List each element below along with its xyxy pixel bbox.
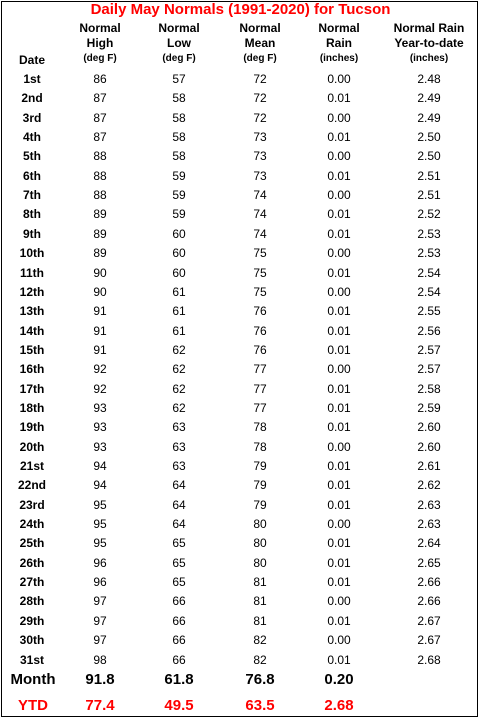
day-label: 7th — [23, 188, 41, 203]
normal-mean: 80 — [253, 536, 267, 551]
day-label: 17th — [19, 381, 45, 396]
normal-mean: 72 — [253, 91, 267, 106]
normal-mean: 74 — [253, 226, 267, 241]
normal-mean: 76 — [253, 304, 267, 319]
table-row — [0, 88, 481, 107]
header-rain: Normal Rain (inches) — [318, 21, 360, 64]
normal-rain: 0.01 — [327, 613, 351, 628]
normal-rain-ytd: 2.54 — [417, 284, 441, 299]
normal-high: 93 — [93, 420, 107, 435]
table-row — [0, 301, 481, 320]
normal-rain: 0.01 — [327, 536, 351, 551]
table-row — [0, 533, 481, 552]
normal-rain-ytd: 2.57 — [417, 362, 441, 377]
normal-rain-ytd: 2.62 — [417, 478, 441, 493]
header-low: Normal Low (deg F) — [158, 21, 200, 64]
table-row — [0, 263, 481, 282]
normal-low: 62 — [172, 381, 186, 396]
normal-high: 92 — [93, 381, 107, 396]
normal-high: 97 — [93, 613, 107, 628]
normal-high: 87 — [93, 110, 107, 125]
normal-high: 95 — [93, 497, 107, 512]
normal-rain: 0.00 — [327, 72, 351, 86]
day-label: 1st — [23, 72, 41, 86]
normal-high: 94 — [93, 459, 107, 473]
normal-high: 95 — [93, 536, 107, 551]
normal-mean: 76 — [253, 342, 267, 357]
table-row — [0, 553, 481, 572]
day-label: 5th — [23, 149, 41, 164]
header-mean: Normal Mean (deg F) — [239, 21, 281, 64]
normal-rain-ytd: 2.59 — [417, 400, 441, 415]
normal-low: 60 — [172, 265, 186, 280]
normal-high: 96 — [93, 555, 107, 570]
normal-high: 88 — [93, 149, 107, 164]
normal-low: 62 — [172, 400, 186, 415]
day-label: 18th — [19, 400, 45, 415]
normal-low: 65 — [172, 536, 186, 551]
ytd-high: 77.4 — [85, 697, 115, 714]
header-high: Normal High (deg F) — [79, 21, 121, 64]
day-label: 25th — [19, 536, 45, 551]
day-label: 4th — [23, 130, 41, 145]
day-label: 9th — [23, 226, 41, 241]
normal-rain-ytd: 2.60 — [417, 439, 441, 454]
table-row — [0, 379, 481, 398]
day-label: 29th — [19, 613, 45, 628]
normal-low: 64 — [172, 478, 186, 493]
month-high: 91.8 — [85, 671, 115, 688]
normal-low: 66 — [172, 594, 186, 609]
table-row — [0, 69, 481, 88]
normal-low: 58 — [172, 110, 186, 125]
normal-mean: 74 — [253, 188, 267, 203]
normal-low: 58 — [172, 149, 186, 164]
normal-rain: 0.01 — [327, 91, 351, 106]
ytd-mean: 63.5 — [245, 697, 275, 714]
table-row — [0, 650, 481, 669]
normal-mean: 80 — [253, 555, 267, 570]
ytd-summary-row — [0, 697, 481, 719]
normal-mean: 79 — [253, 459, 267, 473]
normal-low: 58 — [172, 130, 186, 145]
normal-high: 92 — [93, 362, 107, 377]
day-label: 12th — [19, 284, 45, 299]
normal-mean: 78 — [253, 420, 267, 435]
table-row — [0, 243, 481, 262]
table-row — [0, 456, 481, 475]
month-rain: 0.20 — [324, 671, 354, 688]
normal-low: 66 — [172, 633, 186, 648]
table-row — [0, 282, 481, 301]
table-row — [0, 398, 481, 417]
normal-rain-ytd: 2.53 — [417, 246, 441, 261]
normal-rain: 0.01 — [327, 226, 351, 241]
normal-mean: 75 — [253, 246, 267, 261]
normal-rain-ytd: 2.51 — [417, 168, 441, 183]
normal-rain-ytd: 2.49 — [417, 91, 441, 106]
normal-rain-ytd: 2.66 — [417, 594, 441, 609]
table-row — [0, 495, 481, 514]
day-label: 13th — [19, 304, 45, 319]
normal-low: 59 — [172, 168, 186, 183]
normal-rain-ytd: 2.63 — [417, 497, 441, 512]
day-label: 26th — [19, 555, 45, 570]
normal-low: 57 — [172, 72, 186, 86]
day-label: 14th — [19, 323, 45, 338]
day-label: 8th — [23, 207, 41, 222]
normal-high: 87 — [93, 130, 107, 145]
day-label: 6th — [23, 168, 41, 183]
normal-mean: 72 — [253, 110, 267, 125]
normal-mean: 73 — [253, 149, 267, 164]
day-label: 21st — [19, 459, 45, 473]
normal-low: 61 — [172, 323, 186, 338]
table-row — [0, 359, 481, 378]
day-label: 30th — [19, 633, 45, 648]
normal-high: 91 — [93, 323, 107, 338]
normal-rain: 0.01 — [327, 265, 351, 280]
normal-rain: 0.01 — [327, 342, 351, 357]
normal-low: 66 — [172, 613, 186, 628]
day-label: 10th — [19, 246, 45, 261]
normal-mean: 72 — [253, 72, 267, 86]
normal-high: 93 — [93, 400, 107, 415]
table-row — [0, 611, 481, 630]
normal-high: 98 — [93, 652, 107, 667]
normal-low: 64 — [172, 517, 186, 532]
normal-rain: 0.01 — [327, 130, 351, 145]
normal-rain: 0.00 — [327, 284, 351, 299]
normal-low: 62 — [172, 342, 186, 357]
table-row — [0, 514, 481, 533]
normal-low: 65 — [172, 555, 186, 570]
table-row — [0, 630, 481, 649]
normal-mean: 77 — [253, 381, 267, 396]
normal-mean: 75 — [253, 265, 267, 280]
normal-low: 66 — [172, 652, 186, 667]
normal-rain: 0.01 — [327, 478, 351, 493]
normal-high: 90 — [93, 284, 107, 299]
normal-low: 63 — [172, 459, 186, 473]
normal-mean: 79 — [253, 478, 267, 493]
normal-mean: 77 — [253, 400, 267, 415]
normal-rain: 0.01 — [327, 459, 351, 473]
table-row — [0, 572, 481, 591]
normal-mean: 80 — [253, 517, 267, 532]
table-row — [0, 146, 481, 165]
normal-mean: 78 — [253, 439, 267, 454]
normal-rain: 0.01 — [327, 420, 351, 435]
normal-high: 89 — [93, 207, 107, 222]
normal-mean: 77 — [253, 362, 267, 377]
normal-low: 58 — [172, 91, 186, 106]
normal-high: 88 — [93, 188, 107, 203]
normal-rain-ytd: 2.67 — [417, 633, 441, 648]
normal-rain: 0.00 — [327, 517, 351, 532]
normal-rain: 0.01 — [327, 304, 351, 319]
normal-rain: 0.00 — [327, 633, 351, 648]
normal-high: 91 — [93, 342, 107, 357]
normal-rain-ytd: 2.48 — [417, 72, 441, 86]
normal-rain: 0.01 — [327, 400, 351, 415]
normal-mean: 74 — [253, 207, 267, 222]
month-mean: 76.8 — [245, 671, 275, 688]
normal-rain-ytd: 2.51 — [417, 188, 441, 203]
day-label: 31st — [19, 652, 45, 667]
month-low: 61.8 — [164, 671, 194, 688]
normal-high: 87 — [93, 91, 107, 106]
normal-low: 61 — [172, 284, 186, 299]
normal-rain-ytd: 2.50 — [417, 130, 441, 145]
normal-rain-ytd: 2.50 — [417, 149, 441, 164]
normal-high: 97 — [93, 594, 107, 609]
normal-low: 63 — [172, 420, 186, 435]
normal-low: 59 — [172, 188, 186, 203]
normal-high: 95 — [93, 517, 107, 532]
ytd-rain: 2.68 — [324, 697, 354, 714]
table-row — [0, 340, 481, 359]
day-label: 3rd — [22, 110, 42, 125]
day-label: 23rd — [19, 497, 45, 512]
normal-rain: 0.00 — [327, 188, 351, 203]
normal-high: 91 — [93, 304, 107, 319]
normal-rain-ytd: 2.64 — [417, 536, 441, 551]
normal-high: 90 — [93, 265, 107, 280]
table-row — [0, 185, 481, 204]
normal-low: 65 — [172, 575, 186, 590]
normal-mean: 75 — [253, 284, 267, 299]
normal-high: 89 — [93, 246, 107, 261]
normal-low: 61 — [172, 304, 186, 319]
normal-mean: 81 — [253, 575, 267, 590]
normal-rain-ytd: 2.66 — [417, 575, 441, 590]
normal-low: 60 — [172, 226, 186, 241]
table-row — [0, 224, 481, 243]
normal-mean: 81 — [253, 594, 267, 609]
month-summary-row — [0, 671, 481, 693]
day-label: 20th — [19, 439, 45, 454]
day-label: 15th — [19, 342, 45, 357]
table-row — [0, 127, 481, 146]
day-label: 24th — [19, 517, 45, 532]
header-ytd-rain: Normal Rain Year-to-date (inches) — [393, 21, 465, 64]
normal-rain: 0.01 — [327, 652, 351, 667]
normal-rain-ytd: 2.55 — [417, 304, 441, 319]
table-row — [0, 166, 481, 185]
normal-rain: 0.01 — [327, 207, 351, 222]
normal-rain-ytd: 2.67 — [417, 613, 441, 628]
normal-low: 59 — [172, 207, 186, 222]
page-title: Daily May Normals (1991-2020) for Tucson — [90, 1, 391, 18]
normal-low: 60 — [172, 246, 186, 261]
normal-rain-ytd: 2.58 — [417, 381, 441, 396]
normal-rain-ytd: 2.61 — [417, 459, 441, 473]
normal-high: 86 — [93, 72, 107, 86]
normal-mean: 81 — [253, 613, 267, 628]
normal-high: 97 — [93, 633, 107, 648]
normal-mean: 73 — [253, 130, 267, 145]
day-label: 2nd — [21, 91, 43, 106]
normal-rain: 0.00 — [327, 439, 351, 454]
normal-rain-ytd: 2.65 — [417, 555, 441, 570]
normal-low: 63 — [172, 439, 186, 454]
normal-mean: 73 — [253, 168, 267, 183]
table-row — [0, 591, 481, 610]
table-row — [0, 437, 481, 456]
normal-rain-ytd: 2.57 — [417, 342, 441, 357]
normal-mean: 76 — [253, 323, 267, 338]
normal-rain-ytd: 2.63 — [417, 517, 441, 532]
normal-high: 89 — [93, 226, 107, 241]
day-label: 28th — [19, 594, 45, 609]
normal-rain-ytd: 2.54 — [417, 265, 441, 280]
normal-rain: 0.01 — [327, 555, 351, 570]
normal-low: 62 — [172, 362, 186, 377]
normal-rain-ytd: 2.53 — [417, 226, 441, 241]
normal-rain-ytd: 2.49 — [417, 110, 441, 125]
normal-rain: 0.00 — [327, 594, 351, 609]
day-label: 19th — [19, 420, 45, 435]
normal-rain-ytd: 2.52 — [417, 207, 441, 222]
normal-mean: 82 — [253, 633, 267, 648]
normal-rain: 0.00 — [327, 362, 351, 377]
normal-high: 88 — [93, 168, 107, 183]
day-label: 16th — [19, 362, 45, 377]
table-row — [0, 108, 481, 127]
normal-rain: 0.01 — [327, 381, 351, 396]
table-row — [0, 475, 481, 494]
normal-rain: 0.01 — [327, 168, 351, 183]
table-row — [0, 321, 481, 340]
normal-rain: 0.00 — [327, 149, 351, 164]
normal-rain: 0.01 — [327, 323, 351, 338]
normal-mean: 79 — [253, 497, 267, 512]
ytd-label: YTD — [18, 697, 48, 714]
normal-rain: 0.01 — [327, 575, 351, 590]
normal-rain-ytd: 2.56 — [417, 323, 441, 338]
normal-rain-ytd: 2.68 — [417, 652, 441, 667]
normal-mean: 82 — [253, 652, 267, 667]
normal-low: 64 — [172, 497, 186, 512]
normal-rain: 0.00 — [327, 110, 351, 125]
normal-rain: 0.00 — [327, 246, 351, 261]
normal-high: 93 — [93, 439, 107, 454]
month-label: Month — [10, 671, 56, 688]
normal-rain-ytd: 2.60 — [417, 420, 441, 435]
table-row — [0, 417, 481, 436]
day-label: 22nd — [17, 478, 46, 493]
header-date: Date — [18, 53, 45, 67]
day-label: 27th — [19, 575, 45, 590]
ytd-low: 49.5 — [164, 697, 194, 714]
normal-high: 94 — [93, 478, 107, 493]
normal-high: 96 — [93, 575, 107, 590]
table-row — [0, 204, 481, 223]
day-label: 11th — [19, 265, 44, 280]
normal-rain: 0.01 — [327, 497, 351, 512]
